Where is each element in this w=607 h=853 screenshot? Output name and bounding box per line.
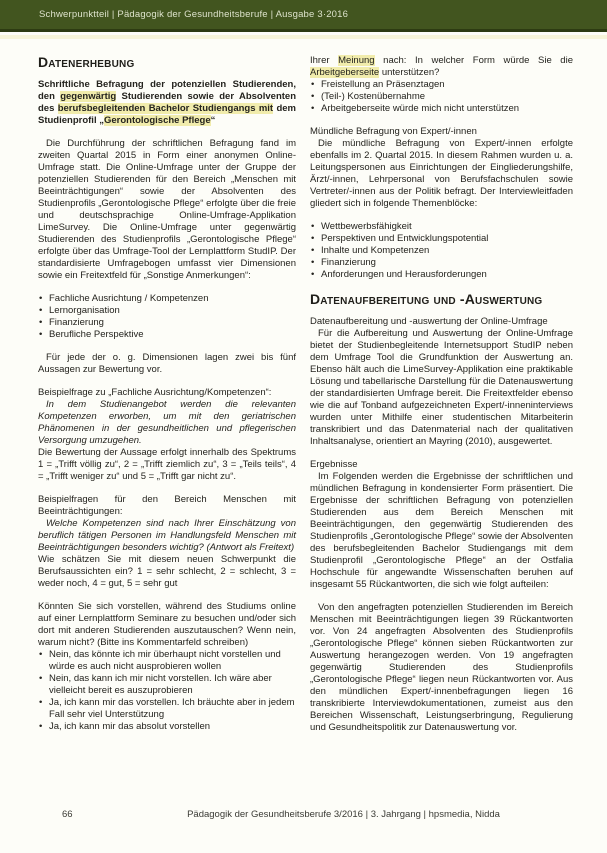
list-item: • Anforderungen und Herausforderungen (310, 269, 573, 281)
example2-label: Beispielfragen für den Bereich Menschen mit Beeinträchtigungen: (38, 494, 296, 517)
intro-segment: Studierenden sowie der Absolventen des (38, 91, 296, 114)
header-bar (0, 0, 607, 32)
list-item: • Nein, das kann ich mir nicht vorstellen. Ich wäre aber vielleicht bereit es auszuprobieren (38, 673, 296, 697)
paragraph-online-question: Könnten Sie sich vorstellen, während des Studiums online auf einer Lernplattform Seminare zu besuchen und/oder sich dort mit anderen Studierenden auszutauschen? Wenn nein, warum nicht? (Bitte ins Kommentarfeld schreiben) (38, 601, 296, 648)
intro-segment-highlight: berufsbegleitenden Bachelor Studiengangs mit (57, 103, 274, 114)
list-item: • Freistellung an Präsenztagen (310, 79, 573, 91)
paragraph-auswertung: Für die Aufbereitung und Auswertung der Online-Umfrage bietet der Studienbegleitende Internetsupport StudIP neben dem Umfrage Tool die Grundfunktion der Auswertung an. Ebenso hält auch die LimeSurvey-Applikation eine praktikable Lösung und tabellarische Darstellung für die Datenauswertung der standardisierten Umfrage bereit. Die Freitextfelder ebenso wie die auf Tonband aufgezeichneten Expert/-inneninterviews wurden unter Mithilfe einer studentischen Mitarbeiterin transkribiert und das Datenmaterial nach der qualitativen Inhaltsanalyse, orientiert an Mayring (2010), ausgewertet. (310, 328, 573, 447)
intro-segment-highlight: Gerontologische Pflege (103, 115, 211, 126)
example2-scale: Wie schätzen Sie mit diesem neuen Schwerpunkt die Berufsaussichten ein? 1 = sehr schlecht, 2 = schlecht, 3 = weder noch, 4 = gut, 5 = sehr gut (38, 554, 296, 589)
list-item: • Inhalte und Kompetenzen (310, 245, 573, 257)
example-block-2 (38, 494, 296, 590)
paragraph-expert-interviews: Die mündliche Befragung von Expert/-innen erfolgte ebenfalls im 2. Quartal 2015. In diesem Rahmen wurden u. a. Leitungspersonen aus Einrichtungen der Eingliederungshilfe, Ärzt/-innen, Lehrpersonal von Berufsfachschulen sowie Vertreter/-innen aus der Politik befragt. Der Interviewleitfaden gliedert sich in folgende Themenblöcke: (310, 138, 573, 209)
example1-question: In dem Studienangebot werden die relevanten Kompetenzen erworben, um mit den geriatrischen Phänomenen in der gesundheitlichen und pflegerischen Versorgung umzugehen. (38, 399, 296, 446)
subheading-datenaufbereitung-online: Datenaufbereitung und -auswertung der Online-Umfrage (310, 316, 548, 327)
subheading-ergebnisse: Ergebnisse (310, 459, 358, 470)
list-item: • Ja, ich kann mir das absolut vorstellen (38, 721, 296, 733)
intro-subheading (38, 79, 296, 127)
question-segment-highlight: Meinung (338, 55, 375, 66)
intro-segment: Schriftliche Befragung der potenziellen Studierenden, den (38, 79, 296, 102)
paragraph-ratings: Für jede der o. g. Dimensionen lagen zwei bis fünf Aussagen zur Bewertung vor. (38, 352, 296, 375)
paragraph-ergebnisse: Im Folgenden werden die Ergebnisse der schriftlichen und mündlichen Befragung in kondensierter Form präsentiert. Die Ergebnisse der schriftlichen Befragung von potenziellen Studierenden aus dem Bereich Menschen mit Beeinträchtigungen, den gegenwärtig Studierenden des Studienprofils „Gerontologische Pflege“ sowie der Absolventen des berufsbegleitenden Bachelor Studiengangs mit dem Studienprofil „Gerontologische Pflege“ an der Ostfalia Hochschule für angewandte Wissenschaften beruhen auf insgesamt 55 Rückantworten, die sich wie folgt aufteilen: (310, 471, 573, 590)
header-running-title: Schwerpunktteil | Pädagogik der Gesundheitsberufe | Ausgabe 3·2016 (39, 9, 349, 20)
list-item: • Perspektiven und Entwicklungspotential (310, 233, 573, 245)
right-column (310, 55, 573, 745)
bullet-list-answers (38, 649, 296, 733)
question-segment: nach: In welcher Form würde Sie die (374, 55, 573, 66)
header-stripe (0, 35, 607, 39)
example1-label: Beispielfrage zu „Fachliche Ausrichtung/Kompetenzen“: (38, 387, 272, 398)
bullet-list-support (310, 79, 573, 115)
list-item: • Ja, ich kann mir das vorstellen. Ich bräuchte aber in jedem Fall sehr viel Unterstützung (38, 697, 296, 721)
question-segment: Ihrer (310, 55, 339, 66)
question-segment-highlight: Arbeitgeberseite (310, 67, 380, 78)
intro-segment-highlight: gegenwärtig (60, 91, 117, 102)
list-item: • Finanzierung (310, 257, 573, 269)
section-heading-datenaufbereitung: Datenaufbereitung und -Auswertung (310, 291, 543, 307)
section-heading-datenerhebung: Datenerhebung (38, 54, 135, 70)
question-segment: unterstützen? (379, 67, 440, 78)
paragraph-rueckantworten: Von den angefragten potenziellen Studierenden im Bereich Menschen mit Beeinträchtigungen liegen 39 Rückantworten vor. Von 24 angefragten Absolventen des Studienprofils „Gerontologische Pflege“ können sieben Rückantworten zur Auswertung herangezogen werden. Von 19 angefragten gegenwärtig Studierenden des Studienprofils „Gerontologische Pflege“ liegen neun Rückantworten vor. Aus den mündlichen Expert/-innenbefragungen liegen 16 transkribierte Interviewdokumentationen, zumeist aus den Bereichen Wissenschaft, Leistungserbringung, Regulierung und Gesundheitspolitik zur Datenauswertung vor. (310, 602, 573, 733)
bullet-list-themes (310, 221, 573, 281)
paragraph-methods: Die Durchführung der schriftlichen Befragung fand im zweiten Quartal 2015 in Form einer anonymen Online-Umfrage statt. Die Online-Umfrage unter der Gruppe der potenziellen Studierenden für den Bereich „Menschen mit Beeinträchtigungen“ sowie der Absolventen des Studienprofils „Gerontologische Pflege“ erfolgte über die freie und deutschsprachige Online-Umfrage-Applikation LimeSurvey. Die Online-Umfrage unter gegenwärtig Studierenden des Studienprofils „Gerontologische Pflege“ erfolgte über das Umfrage-Tool der Lernplattform StudIP. Der standardisierte Umfragebogen umfasst vier Dimensionen sowie ein Freitextfeld für „Sonstige Anmerkungen“: (38, 138, 296, 281)
left-column (38, 55, 296, 744)
list-item: • Nein, das könnte ich mir überhaupt nicht vorstellen und würde es auch nicht ausprobieren wollen (38, 649, 296, 673)
intro-segment: dem Studienprofil „ (38, 103, 296, 126)
list-item: • Lernorganisation (38, 305, 296, 317)
example2-question: Welche Kompetenzen sind nach Ihrer Einschätzung von beruflich tätigen Personen im Handlungsfeld Menschen mit Beeinträchtigungen besonders wichtig? (Antwort als Freitext) (38, 518, 296, 553)
list-item: • Fachliche Ausrichtung / Kompetenzen (38, 293, 296, 305)
example-block-1 (38, 387, 296, 483)
carryover-question (310, 55, 573, 79)
example1-scale: Die Bewertung der Aussage erfolgt innerhalb des Spektrums 1 = „Trifft völlig zu“, 2 = „Trifft ziemlich zu“, 3 = „Teils teils“, 4 = „Trifft weniger zu“ und 5 = „Trifft gar nicht zu“. (38, 447, 296, 482)
list-item: • Wettbewerbsfähigkeit (310, 221, 573, 233)
subheading-muendliche-befragung: Mündliche Befragung von Expert/-innen (310, 126, 477, 137)
list-item: • Berufliche Perspektive (38, 329, 296, 341)
footer (0, 809, 607, 829)
page-number: 66 (62, 809, 73, 820)
bullet-list-dimensions (38, 293, 296, 341)
list-item: • (Teil-) Kostenübernahme (310, 91, 573, 103)
list-item: • Finanzierung (38, 317, 296, 329)
list-item: • Arbeitgeberseite würde mich nicht unterstützen (310, 103, 573, 115)
footer-text: Pädagogik der Gesundheitsberufe 3/2016 | 3. Jahrgang | hpsmedia, Nidda (187, 809, 500, 820)
intro-segment: “ (210, 115, 216, 126)
